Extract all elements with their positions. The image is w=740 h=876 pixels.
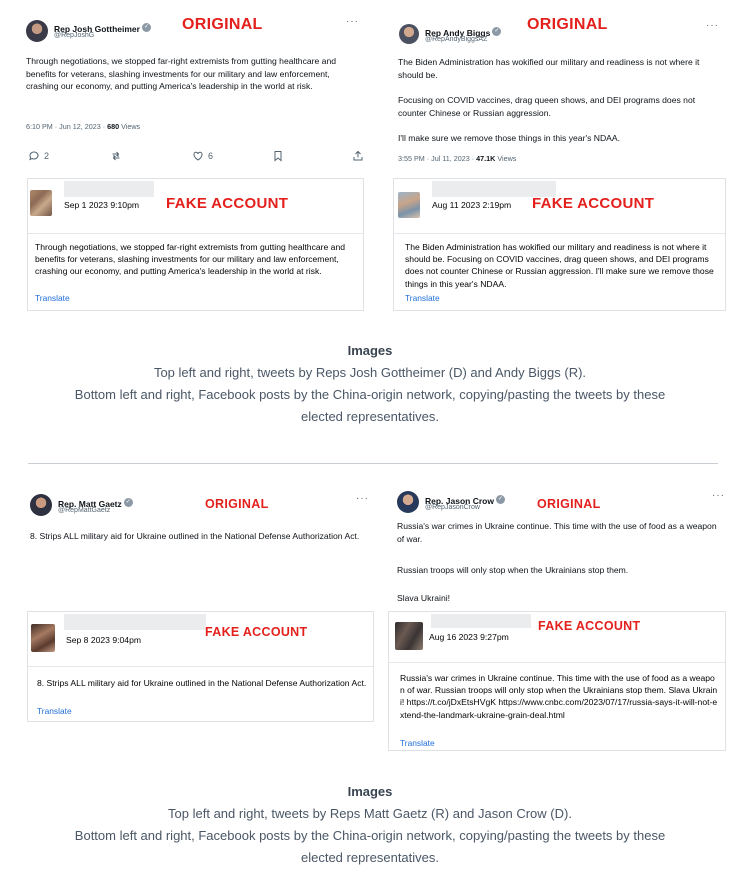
- avatar-biggs[interactable]: [399, 24, 419, 44]
- views-label: Views: [119, 122, 141, 131]
- tweet-text: Russia's war crimes in Ukraine continue. This time with the use of food as a weapon of war.: [397, 521, 717, 544]
- more-options-icon[interactable]: ···: [706, 20, 719, 31]
- fake-post-card-left: [27, 178, 364, 311]
- avatar-gaetz[interactable]: [30, 494, 52, 516]
- fake-account-label: FAKE ACCOUNT: [166, 195, 289, 212]
- fake-post-card-left: [27, 611, 374, 722]
- redacted-account-name: [64, 181, 154, 197]
- post-text: Russia's war crimes in Ukraine continue. This time with the use of food as a weapon of war. Russian troops will only stop when the Ukrainians stop them. Slava Ukraini! https://t.co/jDxEtsHVgK https://www.cnbc.com/2023/07/17/russia-says-it-will-not-extend-the-landmark-ukraine-grain-deal.html: [400, 673, 718, 720]
- fake-account-label: FAKE ACCOUNT: [538, 619, 641, 633]
- avatar-crow[interactable]: [397, 491, 419, 513]
- share-icon: [352, 150, 364, 162]
- translate-link[interactable]: Translate: [35, 293, 70, 303]
- original-label: ORIGINAL: [205, 497, 269, 511]
- caption-line: Top left and right, tweets by Reps Matt Gaetz (R) and Jason Crow (D).: [168, 806, 572, 821]
- tweet-text: I'll make sure we remove those things in this year's NDAA.: [398, 133, 621, 143]
- verified-badge-icon: ✓: [125, 499, 131, 506]
- translate-link[interactable]: Translate: [400, 738, 435, 748]
- post-date[interactable]: Sep 1 2023 9:10pm: [64, 200, 140, 210]
- divider: [389, 662, 725, 663]
- post-text: The Biden Administration has wokified our military and readiness is not where it should be. Focusing on COVID vaccines, drag queen shows, and DEI programs does not counter Chinese or Russian aggression. I'll make sure we remove those things in this year's NDAA.: [405, 242, 714, 289]
- divider: [394, 233, 725, 234]
- section-separator: [28, 463, 718, 464]
- timestamp-text: 6:10 PM · Jun 12, 2023 ·: [26, 122, 108, 131]
- tweet-text: 8. Strips ALL military aid for Ukraine outlined in the National Defense Authorization Act.: [30, 531, 360, 541]
- reply-count: 2: [44, 151, 50, 161]
- caption-title: Images: [347, 343, 393, 358]
- author-handle[interactable]: @RepJasonCrow: [425, 504, 480, 511]
- fake-post-card-right: [388, 611, 726, 751]
- more-options-icon[interactable]: ···: [712, 490, 725, 501]
- translate-link[interactable]: Translate: [37, 706, 72, 716]
- caption-line: Top left and right, tweets by Reps Josh Gottheimer (D) and Andy Biggs (R).: [153, 365, 587, 380]
- caption-line: Bottom left and right, Facebook posts by the China-origin network, copying/pasting the tweets by these: [74, 387, 666, 402]
- caption-line: Bottom left and right, Facebook posts by the China-origin network, copying/pasting the tweets by these: [74, 828, 666, 843]
- share-button[interactable]: [352, 150, 364, 162]
- author-handle[interactable]: @RepAndyBiggsAZ: [425, 36, 488, 43]
- author-name[interactable]: Rep Andy Biggs: [425, 28, 491, 38]
- retweet-icon: [110, 150, 122, 162]
- timestamp-text: 3:55 PM · Jul 11, 2023 ·: [398, 154, 477, 163]
- verified-badge-icon: ✓: [497, 496, 503, 503]
- like-count: 6: [208, 151, 214, 161]
- translate-link[interactable]: Translate: [405, 293, 440, 303]
- blurred-profile-picture[interactable]: [30, 190, 52, 216]
- author-handle[interactable]: @RepJoshG: [54, 32, 95, 39]
- more-options-icon[interactable]: ···: [346, 16, 359, 27]
- redacted-account-name: [431, 614, 531, 628]
- tweet-text: Slava Ukraini!: [397, 593, 451, 603]
- original-label: ORIGINAL: [182, 16, 263, 33]
- fake-account-label: FAKE ACCOUNT: [532, 195, 655, 212]
- reply-button[interactable]: [28, 150, 49, 162]
- tweet-timestamp[interactable]: [398, 154, 516, 163]
- original-label: ORIGINAL: [537, 497, 601, 511]
- verified-badge-icon: ✓: [143, 24, 149, 31]
- original-label: ORIGINAL: [527, 16, 608, 33]
- redacted-account-name: [64, 614, 206, 630]
- blurred-profile-picture[interactable]: [398, 192, 420, 218]
- verified-badge-icon: ✓: [494, 28, 500, 35]
- caption-title: Images: [347, 784, 393, 799]
- retweet-button[interactable]: [110, 150, 122, 162]
- author-name[interactable]: Rep. Matt Gaetz: [58, 499, 122, 509]
- views-label: Views: [495, 154, 517, 163]
- bookmark-button[interactable]: [272, 150, 284, 162]
- view-count: 680: [107, 122, 120, 131]
- tweet-text: The Biden Administration has wokified our military and readiness is not where it should be.: [398, 57, 700, 80]
- tweet-timestamp[interactable]: [26, 122, 140, 131]
- post-date[interactable]: Sep 8 2023 9:04pm: [66, 635, 142, 645]
- post-text: Through negotiations, we stopped far-right extremists from gutting healthcare and benefits for veterans, slashing investments for our military and law enforcement, crashing our economy, and putting America's leadership in the world at risk.: [35, 242, 346, 277]
- view-count: 47.1K: [476, 154, 496, 163]
- reply-icon: [28, 150, 40, 162]
- author-handle[interactable]: @RepMattGaetz: [58, 507, 111, 514]
- caption-line: elected representatives.: [300, 850, 440, 865]
- post-text: 8. Strips ALL military aid for Ukraine outlined in the National Defense Authorization Act.: [37, 678, 367, 688]
- tweet-text: Through negotiations, we stopped far-right extremists from gutting healthcare and benefits for veterans, slashing investments for our military and law enforcement, crashing our economy, and putting America's leadership in the world at risk.: [26, 56, 337, 92]
- tweet-text: Focusing on COVID vaccines, drag queen shows, and DEI programs does not counter Chinese or Russian aggression.: [398, 95, 696, 118]
- blurred-profile-picture[interactable]: [395, 622, 423, 650]
- author-name[interactable]: Rep Josh Gottheimer: [54, 24, 140, 34]
- caption-line: elected representatives.: [300, 409, 440, 424]
- like-button[interactable]: [192, 150, 213, 162]
- fake-post-card-right: [393, 178, 726, 311]
- fake-account-label: FAKE ACCOUNT: [205, 625, 308, 639]
- divider: [28, 233, 363, 234]
- like-icon: [192, 150, 204, 162]
- blurred-profile-picture[interactable]: [31, 624, 55, 652]
- author-name[interactable]: Rep. Jason Crow: [425, 496, 494, 506]
- tweet-text: Russian troops will only stop when the Ukrainians stop them.: [397, 565, 629, 575]
- post-date[interactable]: Aug 11 2023 2:19pm: [432, 200, 512, 210]
- more-options-icon[interactable]: ···: [356, 493, 369, 504]
- divider: [28, 666, 373, 667]
- post-date[interactable]: Aug 16 2023 9:27pm: [429, 632, 509, 642]
- avatar-gottheimer[interactable]: [26, 20, 48, 42]
- bookmark-icon: [272, 150, 284, 162]
